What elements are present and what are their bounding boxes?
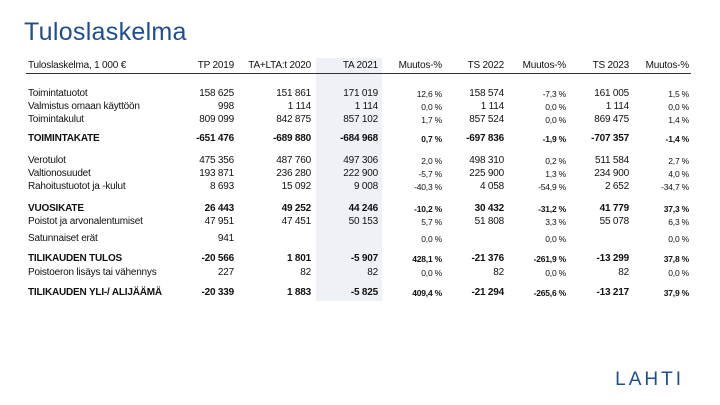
ts-2023-value: 41 779: [599, 203, 629, 214]
muutos-2023-value: 0,0 %: [668, 234, 689, 244]
column-header: Muutos-%: [645, 60, 689, 71]
muutos-2021-value: -40,3 %: [414, 182, 442, 192]
tp-2019-value: -20 566: [201, 253, 234, 264]
muutos-2022-value: 0,0 %: [545, 234, 566, 244]
muutos-2022-value: -54,9 %: [538, 182, 566, 192]
tp-2019-value: 998: [217, 101, 234, 112]
ta-2021-value: -5 907: [350, 253, 378, 264]
ta-2021-value: 44 246: [348, 203, 378, 214]
ta-2021-value: 1 114: [354, 101, 378, 112]
ts-2023-value: -13 217: [596, 287, 629, 298]
muutos-2021-value: 0,7 %: [421, 134, 442, 144]
muutos-2022-value: -31,2 %: [538, 204, 566, 214]
muutos-2021-value: 0,0 %: [421, 234, 442, 244]
ta-lta-2020-value: 236 280: [276, 168, 311, 179]
muutos-2022-value: -261,9 %: [533, 254, 566, 264]
muutos-2021-value: 1,7 %: [421, 115, 442, 125]
table-row: [28, 168, 690, 180]
tp-2019-value: 158 625: [199, 88, 234, 99]
ta-2021-value: 171 019: [343, 88, 378, 99]
muutos-2021-value: 0,0 %: [421, 268, 442, 278]
row-label: TILIKAUDEN TULOS: [28, 253, 123, 264]
table-row: [28, 114, 690, 126]
table-row: [28, 181, 690, 193]
ts-2022-value: 857 524: [469, 114, 504, 125]
ts-2022-value: 30 432: [474, 203, 504, 214]
lahti-logo: LAHTI: [615, 369, 684, 390]
muutos-2023-value: 4,0 %: [668, 169, 689, 179]
ts-2022-value: -21 376: [471, 253, 504, 264]
table-row: [28, 203, 690, 215]
row-label: Toimintatuotot: [28, 88, 88, 99]
muutos-2021-value: 12,6 %: [416, 89, 442, 99]
table-header-row: [28, 60, 690, 72]
muutos-2023-value: 37,9 %: [663, 288, 689, 298]
ta-2021-value: 50 153: [348, 216, 378, 227]
muutos-2023-value: 1,4 %: [668, 115, 689, 125]
column-header: Muutos-%: [398, 60, 442, 71]
ta-2021-value: 9 008: [353, 181, 378, 192]
row-label: Poistot ja arvonalentumiset: [28, 216, 143, 227]
muutos-2021-value: 2,0 %: [421, 156, 442, 166]
page-title: Tuloslaskelma: [24, 18, 187, 46]
ta-lta-2020-value: 1 883: [286, 287, 311, 298]
column-header: Tuloslaskelma, 1 000 €: [28, 60, 127, 71]
ts-2023-value: 161 005: [594, 88, 629, 99]
muutos-2023-value: 2,7 %: [668, 156, 689, 166]
muutos-2021-value: 409,4 %: [412, 288, 442, 298]
muutos-2022-value: -1,9 %: [542, 134, 566, 144]
muutos-2023-value: -1,4 %: [665, 134, 689, 144]
row-label: Toimintakulut: [28, 114, 84, 125]
tp-2019-value: 8 693: [209, 181, 234, 192]
muutos-2023-value: 37,8 %: [663, 254, 689, 264]
tp-2019-value: 47 951: [204, 216, 234, 227]
muutos-2023-value: 0,0 %: [668, 268, 689, 278]
column-header: Muutos-%: [522, 60, 566, 71]
muutos-2023-value: 37,3 %: [663, 204, 689, 214]
tp-2019-value: 809 099: [199, 114, 234, 125]
tp-2019-value: 227: [217, 267, 234, 278]
table-row: [28, 267, 690, 279]
ts-2023-value: 869 475: [594, 114, 629, 125]
ts-2023-value: 2 652: [604, 181, 629, 192]
ts-2023-value: 234 900: [594, 168, 629, 179]
muutos-2022-value: 1,3 %: [545, 169, 566, 179]
table-row: [28, 287, 690, 299]
column-header: TS 2022: [467, 60, 504, 71]
ta-lta-2020-value: 49 252: [281, 203, 311, 214]
tp-2019-value: 26 443: [204, 203, 234, 214]
column-header: TS 2023: [592, 60, 629, 71]
row-label: Valtionosuudet: [28, 168, 91, 179]
ts-2022-value: 82: [493, 267, 504, 278]
ta-2021-value: 857 102: [343, 114, 378, 125]
muutos-2023-value: -34,7 %: [661, 182, 689, 192]
ts-2023-value: 55 078: [599, 216, 629, 227]
row-label: TOIMINTAKATE: [28, 133, 100, 144]
ts-2023-value: -707 357: [591, 133, 629, 144]
muutos-2023-value: 0,0 %: [668, 102, 689, 112]
ta-lta-2020-value: 47 451: [281, 216, 311, 227]
ta-2021-value: 222 900: [343, 168, 378, 179]
ta-lta-2020-value: 487 760: [276, 155, 311, 166]
muutos-2021-value: 428,1 %: [412, 254, 442, 264]
tp-2019-value: -651 476: [196, 133, 234, 144]
table-row: [28, 216, 690, 228]
muutos-2022-value: -7,3 %: [542, 89, 566, 99]
table-row: [28, 233, 690, 245]
muutos-2022-value: 0,2 %: [545, 156, 566, 166]
row-label: VUOSIKATE: [28, 203, 84, 214]
ta-lta-2020-value: 842 875: [276, 114, 311, 125]
muutos-2022-value: 0,0 %: [545, 115, 566, 125]
ts-2023-value: 511 584: [594, 155, 629, 166]
ta-lta-2020-value: -689 880: [273, 133, 311, 144]
ts-2022-value: 4 058: [479, 181, 504, 192]
table-row: [28, 155, 690, 167]
muutos-2021-value: 0,0 %: [421, 102, 442, 112]
row-label: Rahoitustuotot ja -kulut: [28, 181, 126, 192]
column-header: TP 2019: [197, 60, 234, 71]
tp-2019-value: -20 339: [201, 287, 234, 298]
ta-lta-2020-value: 82: [300, 267, 311, 278]
ta-2021-value: 82: [367, 267, 378, 278]
ts-2022-value: -21 294: [471, 287, 504, 298]
row-label: Satunnaiset erät: [28, 233, 98, 244]
ta-2021-value: 497 306: [343, 155, 378, 166]
muutos-2021-value: -10,2 %: [414, 204, 442, 214]
ts-2023-value: 1 114: [605, 101, 629, 112]
tp-2019-value: 941: [217, 233, 234, 244]
row-label: TILIKAUDEN YLI-/ ALIJÄÄMÄ: [28, 287, 162, 298]
row-label: Poistoeron lisäys tai vähennys: [28, 267, 157, 278]
muutos-2022-value: 3,3 %: [545, 217, 566, 227]
table-row: [28, 133, 690, 145]
muutos-2022-value: 0,0 %: [545, 102, 566, 112]
ta-lta-2020-value: 151 861: [276, 88, 311, 99]
ta-2021-value: -684 968: [340, 133, 378, 144]
row-label: Verotulot: [28, 155, 66, 166]
muutos-2022-value: -265,6 %: [533, 288, 566, 298]
ta-lta-2020-value: 15 092: [281, 181, 311, 192]
table-row: [28, 88, 690, 100]
ts-2022-value: -697 836: [466, 133, 504, 144]
ts-2022-value: 51 808: [474, 216, 504, 227]
column-header: TA+LTA:t 2020: [248, 60, 311, 71]
ts-2023-value: 82: [618, 267, 629, 278]
table-row: [28, 101, 690, 113]
ta-lta-2020-value: 1 801: [286, 253, 311, 264]
muutos-2021-value: 5,7 %: [421, 217, 442, 227]
ts-2022-value: 1 114: [480, 101, 504, 112]
muutos-2022-value: 0,0 %: [545, 268, 566, 278]
ta-2021-value: -5 825: [350, 287, 378, 298]
row-label: Valmistus omaan käyttöön: [28, 101, 140, 112]
muutos-2021-value: -5,7 %: [418, 169, 442, 179]
ts-2022-value: 225 900: [469, 168, 504, 179]
tp-2019-value: 193 871: [199, 168, 234, 179]
ts-2023-value: -13 299: [596, 253, 629, 264]
ts-2022-value: 498 310: [469, 155, 504, 166]
tp-2019-value: 475 356: [199, 155, 234, 166]
column-header: TA 2021: [342, 60, 378, 71]
ts-2022-value: 158 574: [469, 88, 504, 99]
muutos-2023-value: 6,3 %: [668, 217, 689, 227]
header-divider: [26, 73, 691, 74]
ta-lta-2020-value: 1 114: [287, 101, 311, 112]
muutos-2023-value: 1,5 %: [668, 89, 689, 99]
table-row: [28, 253, 690, 265]
